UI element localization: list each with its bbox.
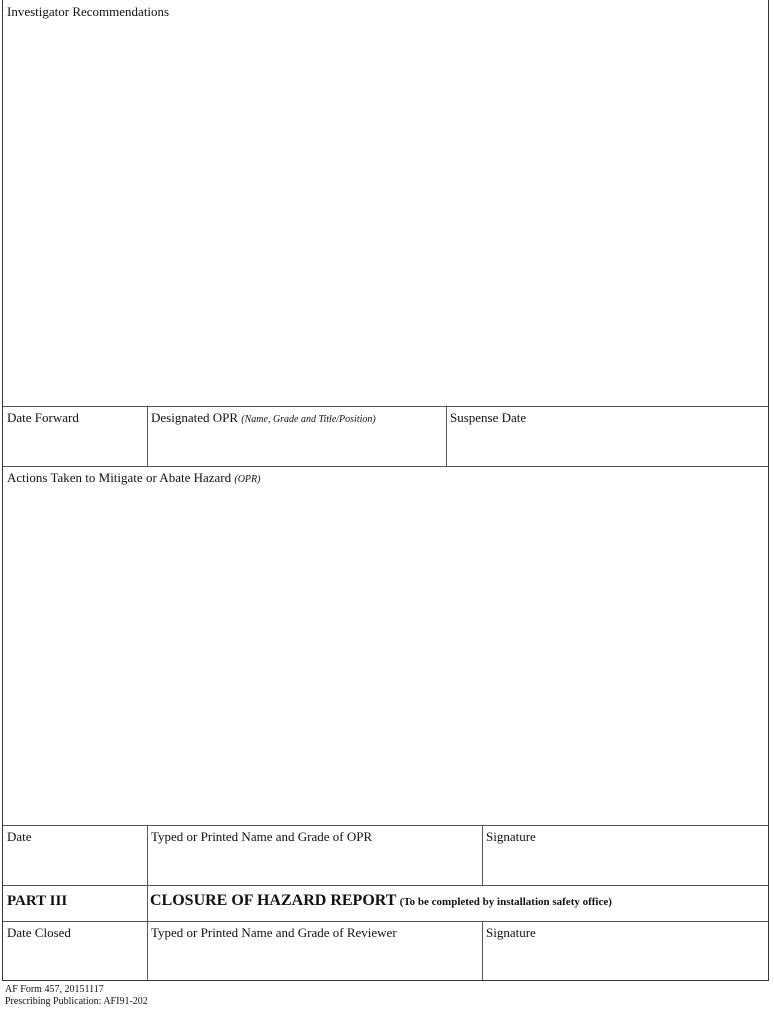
- actions-note: (OPR): [234, 474, 261, 485]
- forward-row: [3, 406, 768, 466]
- form-id: AF Form 457, 20151117: [5, 984, 104, 995]
- date-closed-label: Date Closed: [7, 925, 71, 940]
- reviewer-label: Typed or Printed Name and Grade of Reviewer: [151, 925, 397, 940]
- opr-signature-field[interactable]: [483, 849, 767, 883]
- actions-text: Actions Taken to Mitigate or Abate Hazard: [7, 470, 232, 485]
- designated-opr-field[interactable]: [148, 430, 446, 464]
- recommendations-input[interactable]: [3, 0, 768, 406]
- actions-section: [3, 466, 768, 825]
- opr-row: [3, 825, 768, 885]
- designated-opr-label: [151, 410, 376, 426]
- opr-name-label: Typed or Printed Name and Grade of OPR: [151, 829, 373, 844]
- designated-opr-text: Designated OPR: [151, 410, 239, 425]
- recommendations-section: [3, 0, 768, 406]
- divider: [147, 885, 148, 921]
- reviewer-field[interactable]: [148, 945, 482, 978]
- actions-input[interactable]: [3, 466, 768, 825]
- part3-label: PART III: [7, 893, 68, 909]
- closure-heading: [150, 892, 612, 910]
- date-label: Date: [7, 829, 32, 844]
- closure-row: [3, 921, 768, 980]
- recommendations-label: Investigator Recommendations: [7, 4, 170, 19]
- date-forward-label: Date Forward: [7, 410, 79, 425]
- reviewer-signature-field[interactable]: [483, 945, 767, 978]
- prescribing-publication: Prescribing Publication: AFI91-202: [5, 996, 148, 1007]
- hazard-report-form: [2, 0, 769, 981]
- reviewer-signature-label: Signature: [486, 925, 536, 940]
- date-field[interactable]: [3, 849, 146, 883]
- designated-opr-note: (Name, Grade and Title/Position): [241, 414, 376, 425]
- opr-name-field[interactable]: [148, 849, 482, 883]
- opr-signature-label: Signature: [486, 829, 536, 844]
- suspense-date-field[interactable]: [447, 430, 767, 464]
- date-closed-field[interactable]: [3, 945, 146, 978]
- date-forward-field[interactable]: [3, 430, 146, 464]
- part3-header: [3, 885, 768, 921]
- suspense-date-label: Suspense Date: [450, 410, 527, 425]
- closure-subtitle: (To be completed by installation safety office): [399, 896, 612, 908]
- closure-title: CLOSURE OF HAZARD REPORT: [150, 892, 397, 909]
